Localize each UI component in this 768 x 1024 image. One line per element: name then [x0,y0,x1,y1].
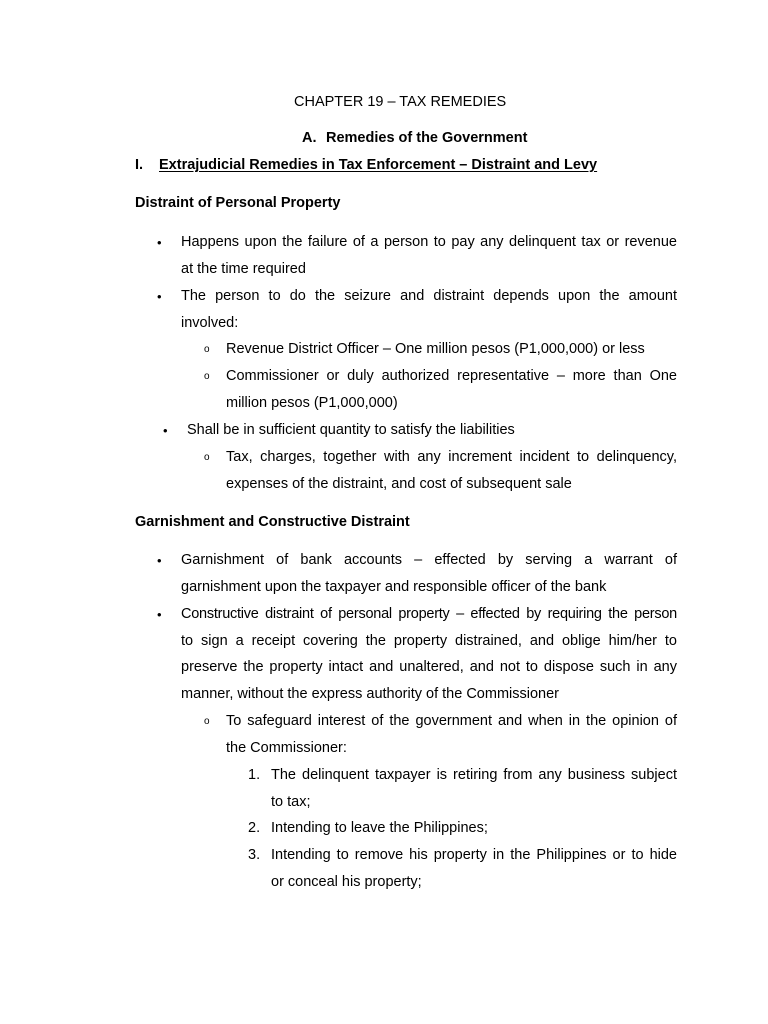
distraint-bullet2-sub1: Revenue District Officer – One million pesos (P1,000,000) or less [226,341,645,357]
list-item-line2: or conceal his property; [271,874,422,890]
section-a-title: Remedies of the Government [326,130,528,146]
distraint-bullet2-line1: The person to do the seizure and distraint depends upon the amount [181,288,677,304]
garnishment-bullet1-line1: Garnishment of bank accounts – effected by serving a warrant of [181,552,677,568]
list-item-number: 3. [248,847,261,863]
distraint-bullet2-line2: involved: [181,315,239,331]
section-i-marker: I. [135,157,144,173]
sub-bullet-icon: o [204,344,210,355]
distraint-bullet3-sub1-line2: expenses of the distraint, and cost of subsequent sale [226,476,572,492]
distraint-heading: Distraint of Personal Property [135,195,341,211]
garnishment-heading: Garnishment and Constructive Distraint [135,514,410,530]
bullet-icon: • [157,235,162,250]
list-item-line2: to tax; [271,794,311,810]
garnishment-bullet2-line1: Constructive distraint of personal property – effected by requiring the person [181,606,677,622]
distraint-bullet2-sub2-line1: Commissioner or duly authorized representative – more than One [226,368,677,384]
list-item-line1: The delinquent taxpayer is retiring from any business subject [271,767,677,783]
section-a-marker: A. [302,130,317,146]
bullet-icon: • [157,553,162,568]
garnishment-bullet2-sub1-line1: To safeguard interest of the government and when in the opinion of [226,713,677,729]
garnishment-bullet2-sub1-line2: the Commissioner: [226,740,347,756]
garnishment-bullet2-line2: to sign a receipt covering the property distrained, and oblige him/her to [181,633,677,649]
bullet-icon: • [157,289,162,304]
garnishment-bullet2-line3: preserve the property intact and unaltered, and not to dispose such in any [181,659,677,675]
list-item-number: 2. [248,820,261,836]
list-item-line1: Intending to remove his property in the Philippines or to hide [271,847,677,863]
garnishment-bullet2-line4: manner, without the express authority of the Commissioner [181,686,559,702]
distraint-bullet2-sub2-line2: million pesos (P1,000,000) [226,395,398,411]
distraint-bullet1-line2: at the time required [181,261,306,277]
sub-bullet-icon: o [204,371,210,382]
section-i-title: Extrajudicial Remedies in Tax Enforcement – Distraint and Levy [159,157,598,173]
chapter-title: CHAPTER 19 – TAX REMEDIES [294,94,507,110]
bullet-icon: • [163,423,168,438]
list-item-number: 1. [248,767,261,783]
distraint-bullet1-line1: Happens upon the failure of a person to pay any delinquent tax or revenue [181,234,677,250]
distraint-bullet3-sub1-line1: Tax, charges, together with any increment incident to delinquency, [226,449,677,465]
garnishment-bullet1-line2: garnishment upon the taxpayer and responsible officer of the bank [181,579,607,595]
list-item-line1: Intending to leave the Philippines; [271,820,488,836]
distraint-bullet3-line1: Shall be in sufficient quantity to satisfy the liabilities [187,422,515,438]
sub-bullet-icon: o [204,452,210,463]
sub-bullet-icon: o [204,716,210,727]
bullet-icon: • [157,607,162,622]
